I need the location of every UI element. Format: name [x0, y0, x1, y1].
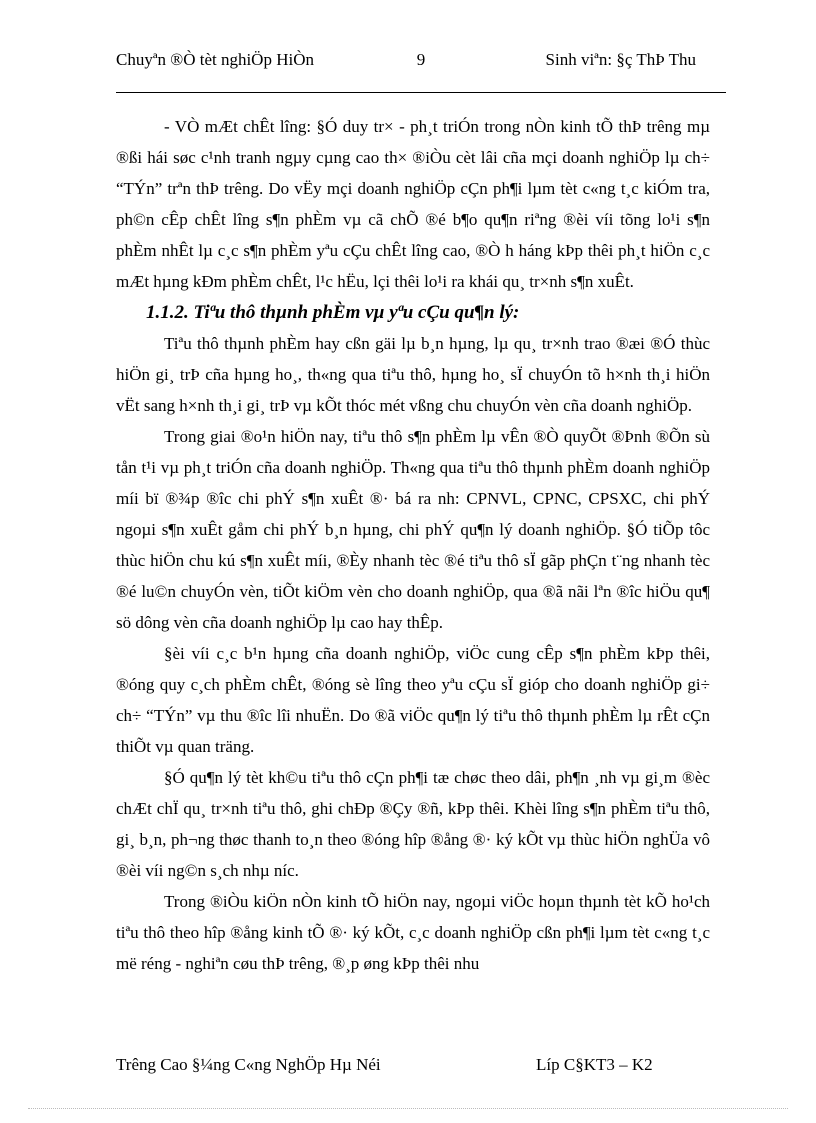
footer-school: Trêng Cao §¼ng C«ng NghÖp Hµ Néi	[116, 1055, 381, 1074]
page-number: 9	[416, 50, 426, 69]
paragraph-importance: Trong giai ®o¹n hiÖn nay, tiªu thô s¶n phÈm lµ vÊn ®Ò quyÕt ®Þnh ®Õn sù tån t¹i vµ ph¸t triÓn cña doanh nghiÖp. Th«ng qua tiªu thô thµnh phÈm doanh nghiÖp míi bï ®¾p ®îc chi phÝ s¶n xuÊt ®· bá ra nh: CPNVL, CPNC, CPSXC, chi phÝ ngoµi s¶n xuÊt gåm chi phÝ b¸n hµng, chi phÝ qu¶n lý doanh nghiÖp. §Ó tiÕp tôc thùc hiÖn chu kú s¶n xuÊt míi, ®Èy nhanh tèc ®é tiªu thô sÏ gãp phÇn t¨ng nhanh tèc ®é lu©n chuyÓn vèn, tiÕt kiÖm vèn cho doanh nghiÖp, qua ®ã nãi lªn ®îc hiÖu qu¶ sö dông vèn cña doanh nghiÖp lµ cao hay thÊp.	[116, 427, 710, 632]
page-header	[116, 50, 726, 93]
section-heading: 1.1.2. Tiªu thô thµnh phÈm vµ yªu cÇu qu¶n lý:	[146, 302, 520, 323]
paragraph-partners: §èi víi c¸c b¹n hµng cña doanh nghiÖp, viÖc cung cÊp s¶n phÈm kÞp thêi, ®óng quy c¸ch phÈm chÊt, ®óng sè lîng theo yªu cÇu sÏ gióp cho doanh nghiÖp gi÷ ch÷ “TÝn” vµ thu ®îc lîi nhuËn. Do ®ã viÖc qu¶n lý tiªu thô thµnh phÈm lµ rÊt cÇn thiÕt vµ quan träng.	[116, 644, 710, 756]
page-bottom-divider	[28, 1108, 788, 1109]
paragraph-quality: - VÒ mÆt chÊt lîng: §Ó duy tr× - ph¸t triÓn trong nÒn kinh tÕ thÞ trêng mµ ®ßi hái søc c¹nh tranh ngµy cµng cao th× ®iÒu cèt lâi cña mçi doanh nghiÖp lµ ch÷ “TÝn” trªn thÞ trêng. Do vËy mçi doanh nghiÖp cÇn ph¶i lµm tèt c«ng t¸c kiÓm tra, ph©n cÊp chÊt lîng s¶n phÈm vµ cã chÕ ®é b¶o qu¶n riªng ®èi víi tõng lo¹i s¶n phÈm nhÊt lµ c¸c s¶n phÈm yªu cÇu chÊt lîng cao, ®Ò h háng kÞp thêi ph¸t hiÖn c¸c mÆt hµng kÐm phÈm chÊt, l¹c hËu, lçi thêi lo¹i ra khái qu¸ tr×nh s¶n xuÊt.	[116, 117, 710, 291]
document-body	[116, 111, 710, 979]
paragraph-definition: Tiªu thô thµnh phÈm hay cßn gäi lµ b¸n hµng, lµ qu¸ tr×nh trao ®æi ®Ó thùc hiÖn gi¸ trÞ cña hµng ho¸, th«ng qua tiªu thô, hµng ho¸ sÏ chuyÓn tõ h×nh th¸i hiÖn vËt sang h×nh th¸i gi¸ trÞ vµ kÕt thóc mét vßng chu chuyÓn vèn cña doanh nghiÖp.	[116, 334, 710, 415]
page-footer	[116, 1055, 716, 1079]
paragraph-conditions: Trong ®iÒu kiÖn nÒn kinh tÕ hiÖn nay, ngoµi viÖc hoµn thµnh tèt kÕ ho¹ch tiªu thô theo hîp ®ång kinh tÕ ®· ký kÕt, c¸c doanh nghiÖp cßn ph¶i lµm tèt c«ng t¸c më réng - nghiªn cøu thÞ trêng, ®¸p øng kÞp thêi nhu	[116, 892, 710, 973]
paragraph-management: §Ó qu¶n lý tèt kh©u tiªu thô cÇn ph¶i tæ chøc theo dâi, ph¶n ¸nh vµ gi¸m ®èc chÆt chÏ qu¸ tr×nh tiªu thô, ghi chÐp ®Çy ®ñ, kÞp thêi. Khèi lîng s¶n phÈm tiªu thô, gi¸ b¸n, ph¬ng thøc thanh to¸n theo ®óng hîp ®ång ®· ký kÕt vµ thùc hiÖn nghÜa vô ®èi víi ng©n s¸ch nhµ níc.	[116, 768, 710, 880]
header-author: Sinh viªn: §ç ThÞ Thu	[545, 50, 696, 69]
header-title: Chuyªn ®Ò tèt nghiÖp HiÒn	[116, 50, 314, 69]
footer-class: Líp C§KT3 – K2	[536, 1055, 653, 1074]
